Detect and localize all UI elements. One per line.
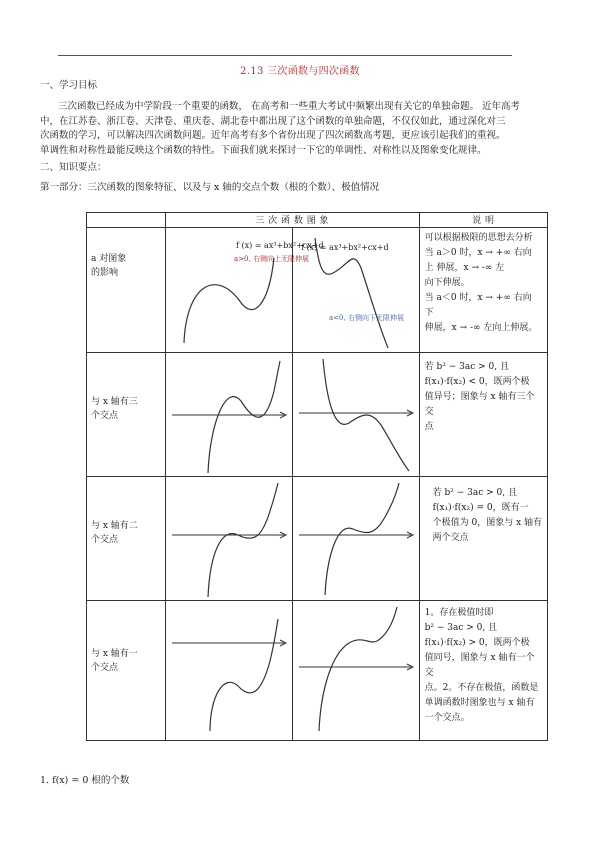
header-desc: 说 明 bbox=[419, 213, 547, 228]
graph-cell bbox=[165, 353, 292, 477]
cubic-curve bbox=[208, 361, 280, 473]
cubic-curve bbox=[319, 607, 397, 731]
graph-cell bbox=[292, 353, 419, 477]
section-heading-1: 一、学习目标 bbox=[40, 80, 98, 91]
intro-line: 三次函数已经成为中学阶段一个重要的函数， 在高考和一些重大考试中频繁出现有关它的单独命题。 近年高考 bbox=[58, 101, 521, 112]
cubic-curve bbox=[323, 359, 409, 471]
cubic-graph-a-positive bbox=[166, 228, 324, 352]
one-intersection-b bbox=[293, 601, 419, 740]
three-intersections-negative bbox=[293, 353, 419, 476]
graph-cell bbox=[292, 601, 419, 741]
cubic-curve bbox=[210, 619, 278, 731]
footer-item: 1. f(x) = 0 根的个数 bbox=[40, 775, 130, 786]
row-description: 若 b² − 3ac > 0, 且 f(x₁)·f(x₂) < 0，既两个极 值异号；图象与 x 轴有三个交 点 bbox=[419, 353, 547, 477]
note-label: a>0, 右侧向上无限伸展 bbox=[233, 255, 309, 263]
cubic-graph-a-negative bbox=[293, 228, 419, 352]
one-intersection-a bbox=[166, 601, 292, 740]
cubic-curve bbox=[184, 258, 274, 343]
graph-cell bbox=[165, 601, 292, 741]
row-label: 与 x 轴有一 个交点 bbox=[87, 601, 166, 741]
formula-label: f (x) = ax³+bx²+cx+d bbox=[235, 241, 324, 250]
intro-line: 中，在江苏卷、浙江卷、天津卷、重庆卷、湖北卷中都出现了这个函数的单独命题，不仅仅如此，通过深化对三 bbox=[40, 115, 506, 127]
row-label: 与 x 轴有三 个交点 bbox=[87, 353, 166, 477]
row-description: 若 b² − 3ac > 0, 且 f(x₁)·f(x₂) = 0，既有一 个极值为 0，图象与 x 轴有 两个交点 bbox=[419, 477, 547, 601]
intro-line: 次函数的学习，可以解决四次函数问题。近年高考有多个省份出现了四次函数高考题，更应该引起我们的重视。 bbox=[40, 130, 506, 141]
table-row bbox=[87, 353, 548, 477]
three-intersections-positive bbox=[166, 353, 292, 476]
table-header-row bbox=[87, 213, 548, 228]
row-label: a 对图象 的影响 bbox=[87, 228, 166, 353]
row-description: 可以根据极限的思想去分析 当 a＞0 时，x → +∞ 右向 上 伸展，x → -∞ 左 向下伸展。 当 a＜0 时，x → +∞ 右向 下 伸展，x → -∞ 左向上伸展。 bbox=[419, 228, 547, 353]
table-row bbox=[87, 601, 548, 741]
part-heading: 第一部分：三次函数的图象特征、以及与 x 轴的交点个数（根的个数）、极值情况 bbox=[40, 182, 380, 193]
section-heading-2: 二、知识要点： bbox=[40, 162, 107, 173]
table-row bbox=[87, 477, 548, 601]
cubic-curve bbox=[208, 483, 278, 597]
table-row bbox=[87, 228, 548, 353]
intro-paragraph bbox=[40, 100, 560, 158]
graph-cell bbox=[292, 477, 419, 601]
header-rule bbox=[58, 55, 512, 56]
intro-line: 单调性和对称性最能反映这个函数的特性。下面我们就来探讨一下它的单调性、对称性以及图象变化规律。 bbox=[40, 144, 487, 156]
graph-cell bbox=[165, 228, 324, 353]
two-intersections-positive bbox=[166, 477, 292, 600]
row-label: 与 x 轴有二 个交点 bbox=[87, 477, 166, 601]
graph-cell bbox=[292, 228, 419, 353]
cubic-curve bbox=[325, 483, 399, 595]
note-label: a<0, 右侧向下无限伸展 bbox=[328, 314, 404, 322]
graph-cell bbox=[165, 477, 292, 601]
header-graph: 三 次 函 数 图 象 bbox=[165, 213, 419, 228]
row-description: 1。存在极值时即 b² − 3ac > 0, 且 f(x₁)·f(x₂) > 0，既两个极 值同号，图象与 x 轴有一个交 点。2。不存在极值，函数是 单调函数时图象也与 x 轴有 一个交点。 bbox=[419, 601, 547, 741]
cubic-curve bbox=[315, 238, 388, 348]
two-intersections-negative bbox=[293, 477, 419, 600]
page-title: 2.13 三次函数与四次函数 bbox=[240, 66, 360, 77]
cubic-function-table bbox=[86, 212, 548, 741]
formula-label: f (x) = ax³+bx²+cx+d bbox=[300, 243, 389, 252]
